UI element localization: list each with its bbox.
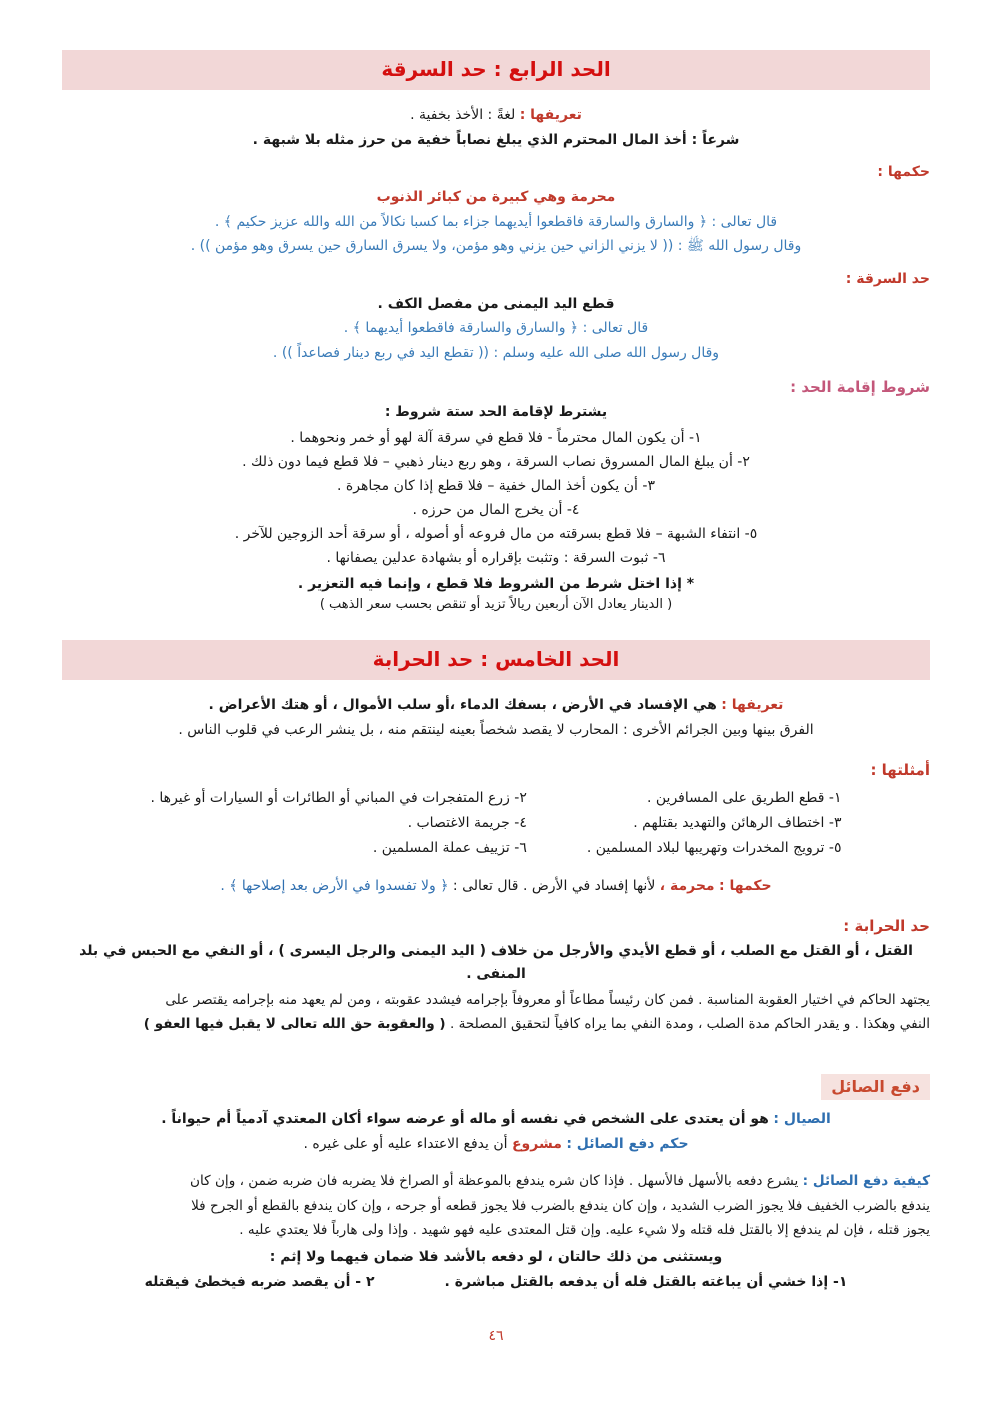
theft-condition-note: * إذا اختل شرط من الشروط فلا قطع ، وإنما فيه التعزير .: [297, 575, 695, 592]
theft-hadith-line: وقال رسول الله ﷺ : (( لا يزني الزاني حين يزني وهو مؤمن، ولا يسرق السارق حين يسرق وهو مؤمن )) .: [190, 238, 802, 255]
theft-ruling-label: حكمها :: [877, 164, 930, 181]
theft-definition-lang: لغةً : الأخذ بخفية .: [410, 107, 516, 123]
list-item: ٢- أن يبلغ المال المسروق نصاب السرقة ، وهو ربع دينار ذهبي – فلا قطع فيما دون ذلك .: [242, 454, 750, 471]
hiraba-definition-text: هي الإفساد في الأرض ، بسفك الدماء ،أو سلب الأموال ، أو هتك الأعراض .: [208, 697, 717, 714]
saail-how-label: كيفية دفع الصائل :: [802, 1173, 930, 1190]
hiraba-definition-label: تعريفها :: [721, 697, 784, 714]
saail-ruling-rest: أن يدفع الاعتداء عليه أو على غيره .: [303, 1135, 508, 1152]
hiraba-ruling-row: [62, 875, 930, 898]
theft-conditions-intro: يشترط لإقامة الحد ستة شروط :: [384, 404, 608, 421]
theft-dinar-note: ( الدينار يعادل الآن أربعين ريالاً تزيد أو تنقص بحسب سعر الذهب ): [319, 597, 673, 613]
saail-ruling-label: حكم دفع الصائل :: [566, 1135, 689, 1152]
theft-hadd-hadith: وقال رسول الله صلى الله عليه وسلم : (( تقطع اليد في ربع دينار فصاعداً )) .: [272, 345, 720, 362]
saail-how-text-2: يندفع بالضرب الخفيف فلا يجوز الضرب الشديد ، وإن كان يندفع بالضرب فلا يجوز قطعه أو جرحه ، وإن كان يندفع بالقطع أو الجرح فلا: [191, 1197, 930, 1214]
list-item: ٤- جريمة الاغتصاب .: [407, 815, 527, 832]
list-item: ٦- ثبوت السرقة : وتثبت بإقراره أو بشهادة عدلين يصفانها .: [326, 550, 666, 567]
hiraba-hadd-text: القتل ، أو القتل مع الصلب ، أو قطع الأيدي والأرجل من خلاف ( اليد اليمنى والرجل اليسرى ) ، أو النفي مع الحبس في بلد المنفى .: [79, 943, 913, 982]
theft-quran-line: قال تعالى : ﴿ والسارق والسارقة فاقطعوا أيديهما جزاء بما كسبا نكالاً من الله والله عزيز حكيم ﴾ .: [214, 213, 778, 230]
theft-hadd-label: حد السرقة :: [845, 271, 930, 288]
list-item: ٤- أن يخرج المال من حرزه .: [412, 502, 580, 519]
list-item: ٥- ترويج المخدرات وتهريبها لبلاد المسلمين .: [586, 840, 842, 857]
hiraba-ruling-bold: محرمة ،: [659, 877, 715, 894]
list-item: ١- أن يكون المال محترماً - فلا قطع في سرقة آلة لهو أو خمر ونحوهما .: [290, 430, 702, 447]
theft-ruling-text-row: [62, 186, 930, 209]
theft-ruling-label-row: [62, 161, 930, 184]
saail-how-row: [62, 1169, 930, 1193]
saail-ruling-row: [62, 1133, 930, 1156]
theft-conditions-list: [62, 426, 930, 570]
list-item: ٣- أن يكون أخذ المال خفية – فلا قطع إذا كان مجاهرة .: [337, 478, 655, 495]
hiraba-hadd-label-row: [62, 914, 930, 939]
hiraba-examples-label-row: [62, 758, 930, 783]
saail-exceptions-row: [62, 1271, 930, 1295]
theft-definition-row: [62, 104, 930, 127]
theft-definition-label: تعريفها :: [519, 107, 582, 123]
saail-exception-1: ١- إذا خشي أن يباغته بالقتل فله أن يدفعه بالقتل مباشرة .: [444, 1273, 848, 1290]
hiraba-hadd-detail-bold: ( والعقوبة حق الله تعالى لا يقبل فيها العفو ): [143, 1015, 446, 1032]
saail-sayal-label: الصيال :: [773, 1111, 831, 1127]
list-item: ٣- اختطاف الرهائن والتهديد بقتلهم .: [633, 815, 842, 832]
banner-title-theft: الحد الرابع : حد السرقة: [381, 57, 611, 81]
theft-conditions-label-row: [62, 375, 930, 400]
banner-title-hiraba: الحد الخامس : حد الحرابة: [372, 647, 620, 672]
hiraba-hadd-label: حد الحرابة :: [843, 916, 930, 935]
theft-conditions-label: شروط إقامة الحد :: [790, 377, 930, 396]
theft-ruling-text: محرمة وهي كبيرة من كبائر الذنوب: [376, 189, 616, 206]
list-item: ٢- زرع المتفجرات في المباني أو الطائرات أو السيارات أو غيرها .: [150, 790, 527, 807]
saail-how-text-1: يشرع دفعه بالأسهل فالأسهل . فإذا كان شره يندفع بالموعظة أو الصراخ فلا يضربه فان ضربه ضمن ، وإن كان: [190, 1173, 799, 1190]
saail-exceptions-intro: ويستثنى من ذلك حالتان ، لو دفعه بالأشد فلا ضمان فيهما ولا إثم :: [269, 1248, 723, 1265]
theft-hadd-quran: قال تعالى : ﴿ والسارق والسارقة فاقطعوا أيديهما ﴾ .: [343, 320, 649, 337]
theft-definition-sharia: شرعاً : أخذ المال المحترم الذي يبلغ نصاباً خفية من حرز مثله بلا شبهة .: [252, 131, 740, 148]
saail-exception-2: ٢ - أن يقصد ضربه فيخطئ فيقتله: [144, 1273, 375, 1290]
saail-how-text-3: يجوز قتله ، فإن لم يندفع إلا بالقتل فله قتله ولا شيء عليه. وإن قتل المعتدى عليه فهو شهيد . وإذا ولى هارباً فلا يعتدي عليه .: [239, 1221, 930, 1238]
list-item: ٥- انتفاء الشبهة – فلا قطع بسرقته من مال فروعه أو أصوله ، أو سرقة أحد الزوجين للآخر .: [234, 526, 758, 543]
hiraba-ruling-quran: ﴿ ولا تفسدوا في الأرض بعد إصلاحها ﴾ .: [220, 877, 449, 894]
saail-heading-wrap: [62, 1058, 930, 1106]
hiraba-hadd-detail-1: يجتهد الحاكم في اختيار العقوبة المناسبة . فمن كان رئيساً مطاعاً أو معروفاً بإجرامه فيشدد عقوبته ، ومن لم يعهد منه بإجرامه يقتصر على: [165, 991, 930, 1008]
saail-ruling-value: مشروع: [511, 1135, 562, 1152]
theft-hadd-label-row: [62, 268, 930, 291]
page-number: ٤٦: [488, 1328, 504, 1345]
hiraba-examples-col-right: [587, 786, 842, 861]
saail-sayal-text: هو أن يعتدى على الشخص في نفسه أو ماله أو عرضه سواء أكان المعتدي آدمياً أم حيواناً .: [161, 1111, 769, 1127]
section-banner-hiraba: [62, 640, 930, 680]
list-item: ٦- تزييف عملة المسلمين .: [372, 840, 527, 857]
hiraba-definition-row: [62, 694, 930, 717]
hiraba-ruling-rest: لأنها إفساد في الأرض . قال تعالى :: [452, 877, 656, 894]
hiraba-examples-col-left: [151, 786, 527, 861]
hiraba-hadd-detail-2: النفي وهكذا . و يقدر الحاكم مدة الصلب ، ومدة النفي بما يراه كافياً لتحقيق المصلحة .: [449, 1015, 930, 1032]
saail-heading: دفع الصائل: [821, 1074, 930, 1100]
hiraba-hadd-detail-row: [62, 1012, 930, 1036]
hiraba-ruling-label: حكمها :: [719, 877, 772, 894]
theft-hadd-text: قطع اليد اليمنى من مفصل الكف .: [377, 295, 615, 312]
hiraba-examples-label: أمثلتها :: [870, 760, 930, 779]
hiraba-examples-columns: [62, 786, 930, 861]
section-banner-theft: [62, 50, 930, 90]
saail-sayal-row: [62, 1108, 930, 1131]
hiraba-difference-text: الفرق بينها وبين الجرائم الأخرى : المحارب لا يقصد شخصاً بعينه لينتقم منه ، بل ينشر الرعب في قلوب الناس .: [178, 721, 814, 738]
list-item: ١- قطع الطريق على المسافرين .: [647, 790, 842, 807]
